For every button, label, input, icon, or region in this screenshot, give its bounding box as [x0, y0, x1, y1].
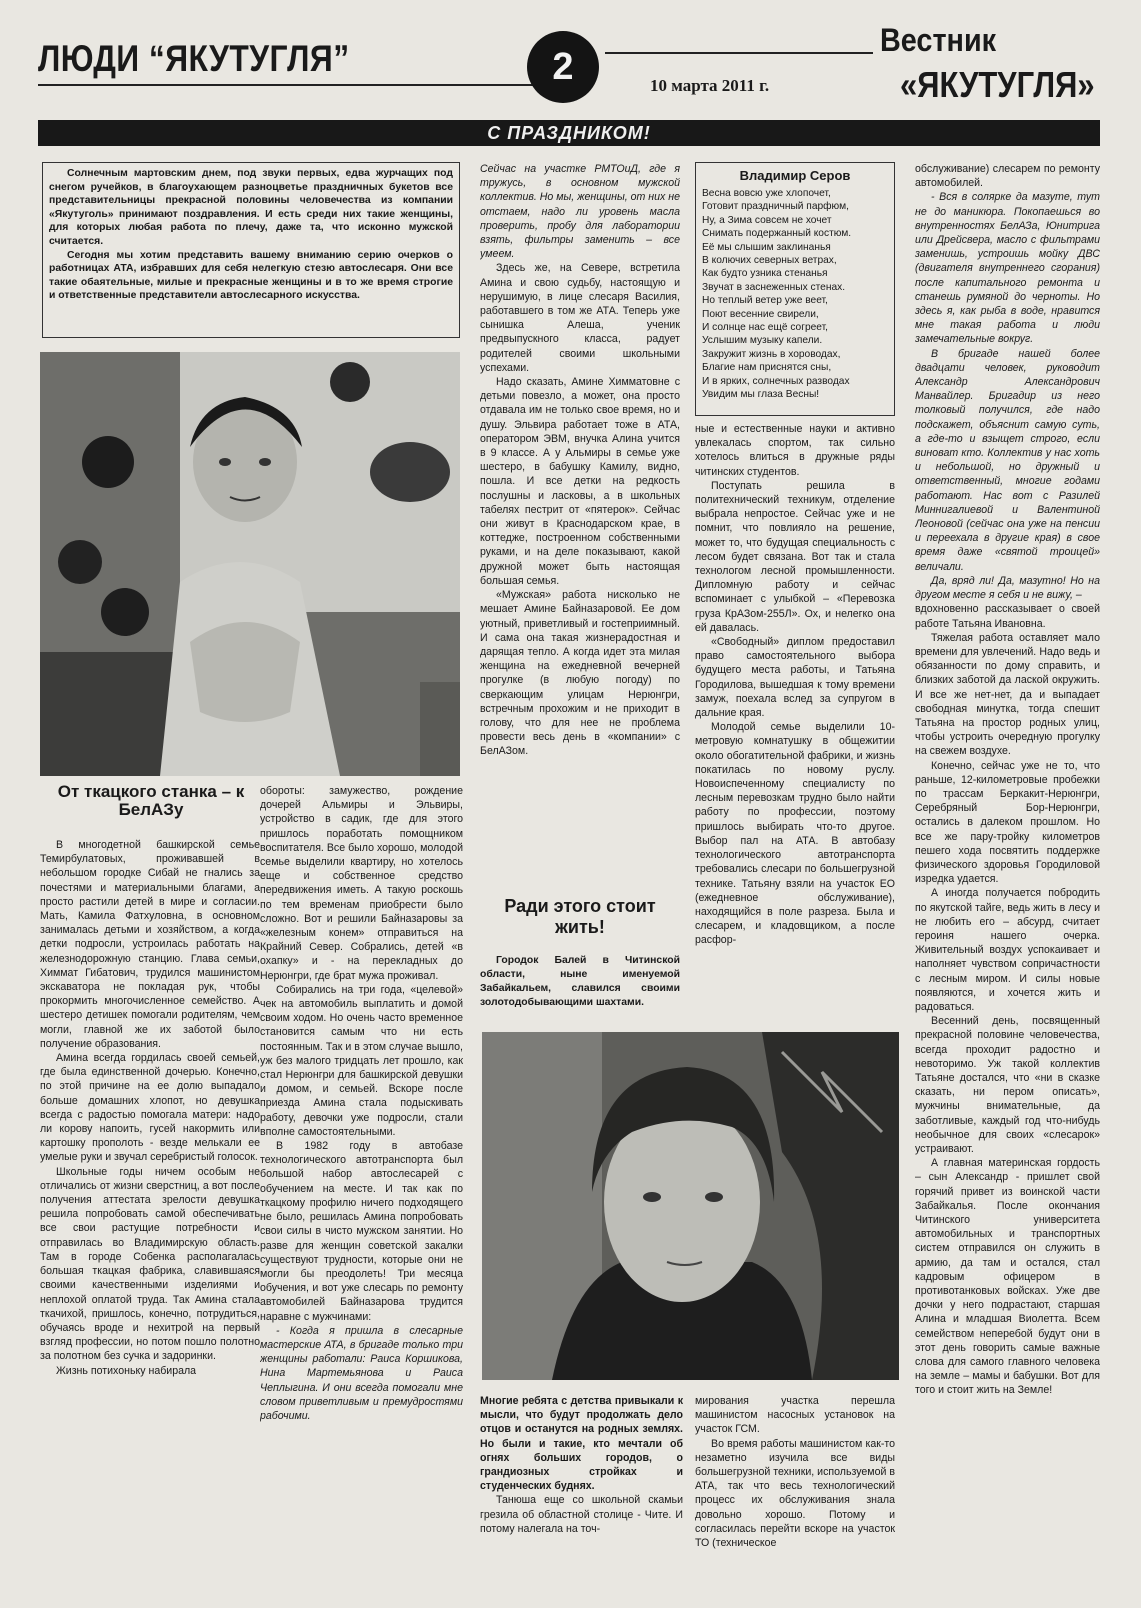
poem-line: Закружит жизнь в хороводах,: [702, 348, 841, 360]
article2-col5-after-quote: вдохновенно рассказывает о своей работе Татьяна Ивановна.: [915, 603, 1100, 630]
poem-line: Ну, а Зима совсем не хочет: [702, 214, 832, 226]
article2-col5-quote-1: - Вся в солярке да мазуте, тут не до маникюра. Покопаешься во внутренностях БелАЗа, Юнитрига или Дрейсвера, масло с фильтрами заменишь, устроишь мойку ДВС (двигателя внутреннего сгорания) после капитального ремонта и станешь румяной до черноты. Но здесь я, как рыба в воде, нравится мне такая работа и люди замечательные вокруг.: [915, 191, 1100, 346]
photo-amina-baynazarova: [40, 352, 460, 776]
header-rule-left: [38, 84, 558, 86]
article1-col1-p4: Жизнь потихоньку набирала: [56, 1364, 197, 1377]
article1-headline: От ткацкого станка – к БелАЗу: [57, 782, 245, 819]
poem-line: Её мы слышим заклинанья: [702, 241, 831, 253]
poem-line: Снимать подержанный костюм.: [702, 228, 852, 240]
masthead-line2: «ЯКУТУГЛЯ»: [900, 64, 1095, 105]
article2-col4-p3: «Свободный» диплом предоставил право самостоятельного выбора будущего места работы, и Татьяна Городилова, вышедшая к тому времени замуж, поехала вслед за супругом в дальние края.: [695, 636, 895, 720]
article1-col2-p1: обороты: замужество, рождение дочерей Альмиры и Эльвиры, устройство в садик, где для этого пришлось поработать помощником воспитателя. Все было хорошо, молодой семье выделили квартиру, но хотелось еще и собственное средство передвижения иметь. А такую роскошь по тем временам приобрести было сложно. Вот и решили Байназаровы за «железным конем» отправиться на Крайний Север. Собрались, детей «в охапку» и - на перекладных до Нерюнгри, где брат мужа проживал.: [260, 785, 463, 982]
poem-lines: [702, 187, 888, 402]
article2-headline: Ради этого стоит жить!: [504, 896, 656, 937]
section-title: ЛЮДИ “ЯКУТУГЛЯ”: [38, 38, 350, 79]
photo-amina-image: [40, 352, 460, 776]
article1-column-2: [260, 784, 463, 1600]
article2-col5-p4: А иногда получается побродить по якутской тайге, ведь жить в лесу и не любить его – абсурд, считает героиня нашего очерка. Живительный воздух успокаивает и наполняет чувством сопричастности с лесным миром. И силы новые появляются, и хочется жить и радоваться.: [915, 887, 1100, 1013]
poem-author: Владимир Серов: [739, 168, 851, 183]
poem-line: Поют весенние свирели,: [702, 308, 819, 320]
article2-bottom-lead: Многие ребята с детства привыкали к мысли, что будут продолжать дело отцов и останутся на родных землях. Но были и такие, кто мечтали об огнях больших городов, о грандиозных стройках и студенческих буднях.: [480, 1395, 683, 1493]
article2-bottom-col3-p1: Танюша еще со школьной скамьи грезила об областной столице - Чите. И потому налегала на точ-: [480, 1494, 683, 1535]
article1-col3-p3: «Мужская» работа нисколько не мешает Амине Байназаровой. Ее дом уютный, приветливый и гостеприимный. И сама она такая жизнерадостная и дарящая тепло. А когда идет эта милая женщина на ежедневной вечерней прогулке (в любую погоду) по сверкающим улицам Нерюнгри, встречным прохожим и не приходит в голову, что для нее не проблема провести весь день в «компании» с БелАЗом.: [480, 589, 680, 758]
article1-column-3: [480, 162, 680, 878]
article2-col4-p4: Молодой семье выделили 10-метровую комнатушку в общежитии около обогатительной фабрики, и жизнь покатилась по новому руслу. Новоиспеченному специалисту по лесным перевозкам трудно было найти работу по профессии, поэтому пришлось выбирать что-то другое. Выбор пал на АТА. В автобазу технологического автотранспорта требовались слесари по большегрузной технике. Татьяну взяли на участок ЕО (ежедневное обслуживание), находящийся в поле разреза. Была и слесарем, и кладовщиком, а после расфор-: [695, 721, 895, 947]
article2-col5-quote-3: Да, вряд ли! Да, мазутно! Но на другом месте я себя и не вижу, –: [915, 574, 1100, 602]
poem-box: [695, 162, 895, 416]
article1-col2-quote: - Когда я пришла в слесарные мастерские АТА, в бригаде только три женщины работали: Раиса Коршикова, Нина Мартемьянова и Раиса Чеплыгина. И они всегда помогали мне словом приветливым и премудростями рабочими.: [260, 1324, 463, 1422]
poem-line: В колючих северных ветрах,: [702, 255, 837, 267]
article1-col2-p3: В 1982 году в автобазе технологического автотранспорта был большой набор автослесарей с обучением на месте. И так как по ткацкому профилю ничего подходящего не было, решилась Амина попробовать свои силы в чисто мужском занятии. Но разве для женщин советской закалки существуют трудности, которые они не могли бы преодолеть! Три месяца обучения, и вот уже слесарь по ремонту автомобилей Байназарова трудится наравне с мужчинами:: [260, 1140, 463, 1323]
photo-tatiana-image: [482, 1032, 899, 1380]
article2-col5-p1: обслуживание) слесарем по ремонту автомобилей.: [915, 163, 1100, 190]
intro-paragraph-1: Солнечным мартовским днем, под звуки первых, едва журчащих под снегом ручейков, в благоухающем разноцветье праздничных букетов все представительницы прекрасной половины человечества из компании «Якутуголь» принимают поздравления. И есть среди них такие женщины, для которых любая работа по плечу, даже та, что исконно мужской считается.: [49, 168, 453, 247]
article2-col4-p1: ные и естественные науки и активно увлекалась спортом, так сильно хотелось влиться в дружные ряды читинских студентов.: [695, 423, 895, 478]
page-number-badge: [527, 31, 599, 103]
holiday-banner: [38, 120, 1100, 146]
article2-lead: Городок Балей в Читинской области, ныне именуемой Забайкальем, славился своими золотодобывающими шахтами.: [480, 955, 680, 1008]
holiday-banner-text: С ПРАЗДНИКОМ!: [487, 123, 651, 143]
poem-line: Звучат в заснеженных стенах.: [702, 281, 846, 293]
issue-date: 10 марта 2011 г.: [650, 76, 770, 95]
article2-bottom-column-3: [480, 1394, 683, 1600]
poem-line: Готовит праздничный парфюм,: [702, 201, 849, 213]
poem-line: Благие нам приснятся сны,: [702, 362, 832, 374]
intro-paragraph-2: Сегодня мы хотим представить вашему вниманию серию очерков о работницах АТА, избравших для себя нелегкую стезю автослесаря. Они все такие обаятельные, милые и прекрасные женщины и в то же время строгие и ответственные представители автослесарного искусства.: [49, 249, 453, 302]
article2-bottom-col4-p2: Во время работы машинистом как-то незаметно изучила все виды большегрузной техники, используемой в АТА, так что весь технологический процесс их обслуживания знала довольно хорошо. Потому и согласилась перейти вскоре на участок ТО (техническое: [695, 1437, 895, 1550]
header-rule-right: [605, 52, 873, 54]
article2-col5-p6: А главная материнская гордость – сын Александр - пришлет свой горячий привет из воинской части Забайкалья. После окончания Читинского университета автомобильных и транспортных систем отправился он служить в армию, да там и остался, стал кадровым офицером в противотанковых войсках. Уже две дочки у него подрастают, старшая Алина и младшая Виолетта. Всем семейством неперебой будут они в этот день говорить самые важные слова для самого главного человека на земле – мамы и бабушки. Вот для того и стоит жить на Земле!: [915, 1157, 1100, 1397]
poem-line: Весна вовсю уже хлопочет,: [702, 188, 831, 199]
poem-line: И в ярких, солнечных разводах: [702, 375, 850, 387]
article2-column-4: [695, 422, 895, 1028]
article1-col2-p2: Собирались на три года, «целевой» чек на автомобиль выплатить и домой своим ходом. Но очень часто временное становится самым что ни есть постоянным. Так и в этом случае вышло, уж без малого тридцать лет прошло, как стал Нерюнгри для башкирской девушки и домом, и семьей. Вскоре после приезда Амина стала подыскивать работу, девочки уже подросли, стали вполне самостоятельными.: [260, 983, 463, 1138]
article2-column-5: [915, 162, 1100, 1600]
poem-line: Услышим музыку капели.: [702, 335, 823, 347]
article1-col3-p2: Надо сказать, Амине Химматовне с детьми повезло, а может, она просто отдавала им не только свое время, но и душу. Эльвира работает тоже в АТА, оператором ЭВМ, внучка Алина учится в 9 классе. А у Альмиры в семье уже шестеро, в бабушку Камилу, видно, пошла. И все детки на редкость послушны и ласковы, а в школьных табелях пестрит от «пятерок». Сейчас они живут в Краснодарском крае, в коттедже, построенном собственными руками, и на деле показывают, какой дружной может быть настоящая большая семья.: [480, 376, 680, 587]
article2-col5-p5: Весенний день, посвященный прекрасной половине человечества, всегда проходит радостно и невоторимо. Уж такой коллектив Татьяне достался, что «ни в сказке сказать, ни пером описать», мужчины внимательные, да заботливые, каждый год что-нибудь необычное для своих «слесарок» устраивают.: [915, 1015, 1100, 1156]
page-number: 2: [552, 45, 574, 88]
poem-line: Увидим мы глаза Весны!: [702, 389, 820, 401]
article2-col5-p3: Конечно, сейчас уже не то, что раньше, 12-километровые пробежки по трассам Беркакит-Нерюнгри, Серебряный Бор-Нерюнгри, остались в далеком прошлом. Но все же пару-тройку километров пешего хода посвятить поддержке физического здоровья Городиловой изредка удается.: [915, 759, 1100, 886]
article1-col3-quote: Сейчас на участке РМТОиД, где я тружусь, в основном мужской коллектив. Но мы, женщины, от них не отстаем, надо ли уровень масла проверить, пробу для лаборатории взять, фильтры заменить – все умеем.: [480, 163, 680, 261]
article2-col4-p2: Поступать решила в политехнический техникум, отделение выбрала непростое. Сейчас уже и не помнит, что повлияло на решение, может то, что будущая специальность с лесом будет связана. Вот так и стала технологом лесной промышленности. Дипломную работу и сейчас вспоминает с улыбкой – «Перевозка груза КрАЗом-255Л». Ох, и нелегко она ей давалась.: [695, 479, 895, 634]
article2-bottom-col4-p1: мирования участка перешла машинистом насосных установок на участок ГСМ.: [695, 1395, 895, 1436]
article1-col1-p1: В многодетной башкирской семье Темирбулатовых, проживавшей в небольшом городке Сибай не гнались за почестями и материальными благами, а просто растили детей в мире и согласии. Мать, Камила Фатхуловна, в основном занималась детьми и хозяйством, а когда детки подросли, устроилась работать на железнодорожную станцию. Глава семьи, Химмат Гибатович, трудился машинистом экскаватора не покладая рук, чтобы прокормить многочисленное семейство. А шестеро детишек помогали родителям, чем могли, главной же их заботой было получение образования.: [40, 839, 260, 1050]
poem-line: Как будто узника стенанья: [702, 268, 828, 280]
article2-bottom-column-4: [695, 1394, 895, 1600]
article2-col5-quote-2: В бригаде нашей более двадцати человек, руководит Александр Александрович Манвайлер. Бригадир из него толковый получился, где надо подскажет, объяснит самую суть, а где-то и взыщет строго, если виноват кто. Коллектив у нас хоть и небольшой, но дружный и ответственный, многие годами работают. Нас вот с Разилей Миннигалиевой и Валентиной Леоновой (сейчас она уже на пенсии и переехала в другие края) в свое время даже «святой троицей» величали.: [915, 347, 1100, 573]
poem-line: Но теплый ветер уже веет,: [702, 295, 828, 307]
article2-col5-p2: Тяжелая работа оставляет мало времени для увлечений. Надо ведь и обязанности по дому справить, и близких заботой да лаской окружить. И все же нет-нет, да и выпадает свободная минутка, тогда спешит Татьяна на простор родных улиц, чтобы устроить очередную прогулку на свежем воздухе.: [915, 631, 1100, 758]
photo-tatiana-gorodilova: [482, 1032, 899, 1380]
poem-line: И солнце нас ещё согреет,: [702, 322, 828, 334]
article1-col3-p1: Здесь же, на Севере, встретила Амина и свою судьбу, настоящую и нерушимую, в лице слесаря Василия, работавшего в том же АТА. Теперь уже сынишка Алеша, ученик предвыпускного класса, радует родителей своими школьными успехами.: [480, 262, 680, 374]
masthead-line1: Вестник: [880, 22, 997, 58]
article1-column-1: [40, 838, 260, 1600]
article1-col1-p3: Школьные годы ничем особым не отличались от жизни сверстниц, а вот после получения аттестата зрелости девушка решила попробовать самой обеспечивать все свои растущие потребности и отправилась во Владимирскую область. Там в городе Собенка располагалась большая ткацкая фабрика, славившаяся своими качественными изделиями и неплохой оплатой труда. Так Амина стала ткачихой, пришлось, конечно, потрудиться, обучаясь вроде и нехитрой на первый взгляд профессии, но потом пошло полотно за полотном без сучка и задоринки.: [40, 1165, 260, 1363]
intro-box: [42, 162, 460, 338]
article1-col1-p2: Амина всегда гордилась своей семьей, где была единственной дочерью. Конечно, по этой причине на ее долю выпадало больше домашних хлопот, но девушка всегда с радостью помогала матери: надо ли корову напоить, гусей накормить или картошку прополоть - везде мелькали ее умелые руки и звучал серебристый голосок.: [40, 1052, 260, 1164]
